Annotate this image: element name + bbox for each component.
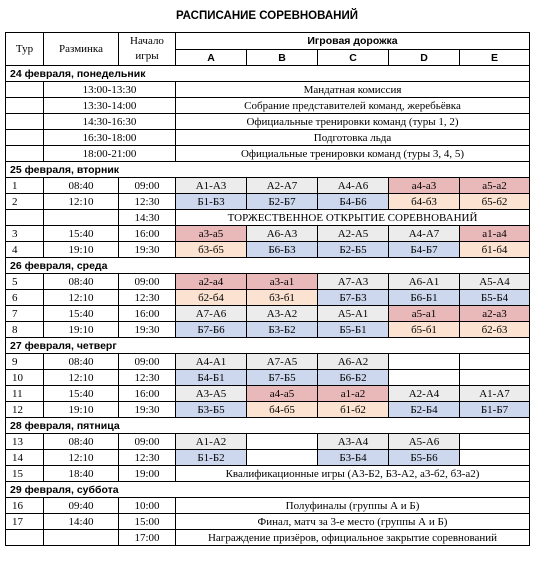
game-row xyxy=(6,178,530,194)
start-time: 15:00 xyxy=(119,514,176,530)
lane-c-game: Б5-Б1 xyxy=(318,322,389,338)
start-time: 10:00 xyxy=(119,498,176,514)
lane-c-game: Б7-Б3 xyxy=(318,290,389,306)
lane-c-game: А5-А1 xyxy=(318,306,389,322)
warmup-time: 08:40 xyxy=(44,354,119,370)
event-text: Квалификационные игры (А3-Б2, Б3-А2, а3-б2, б3-а2) xyxy=(176,466,530,482)
start-time: 19:30 xyxy=(119,402,176,418)
lane-d-game: Б2-Б4 xyxy=(389,402,460,418)
lane-d-game: б5-б1 xyxy=(389,322,460,338)
lane-d-game: Б5-Б6 xyxy=(389,450,460,466)
lane-c-game: А6-А2 xyxy=(318,354,389,370)
tour-number: 6 xyxy=(6,290,44,306)
lane-a-game: Б1-Б2 xyxy=(176,450,247,466)
lane-e-game xyxy=(460,354,530,370)
lane-b-game: а3-а1 xyxy=(247,274,318,290)
day-header: 28 февраля, пятница xyxy=(6,418,530,434)
tour-number: 4 xyxy=(6,242,44,258)
event-text: ТОРЖЕСТВЕННОЕ ОТКРЫТИЕ СОРЕВНОВАНИЙ xyxy=(176,210,530,226)
lane-d-game xyxy=(389,370,460,386)
warmup-time: 19:10 xyxy=(44,242,119,258)
start-time: 16:00 xyxy=(119,226,176,242)
lane-a-game: Б4-Б1 xyxy=(176,370,247,386)
tour-number: 5 xyxy=(6,274,44,290)
lane-b-game: Б7-Б5 xyxy=(247,370,318,386)
warmup-time: 08:40 xyxy=(44,434,119,450)
lane-b-game: б3-б1 xyxy=(247,290,318,306)
lane-d-game xyxy=(389,354,460,370)
game-row xyxy=(6,450,530,466)
event-text: Собрание представителей команд, жеребьёвка xyxy=(176,98,530,114)
tour-number: 15 xyxy=(6,466,44,482)
game-row xyxy=(6,434,530,450)
lane-e-game xyxy=(460,370,530,386)
lane-b-game: А3-А2 xyxy=(247,306,318,322)
lane-b-game: Б3-Б2 xyxy=(247,322,318,338)
lane-c-game: Б2-Б5 xyxy=(318,242,389,258)
start-time: 12:30 xyxy=(119,450,176,466)
lane-d-game: А6-А1 xyxy=(389,274,460,290)
header-lane-a: A xyxy=(176,50,247,66)
lane-d-game: А2-А4 xyxy=(389,386,460,402)
start-time: 14:30 xyxy=(119,210,176,226)
event-text: Полуфиналы (группы А и Б) xyxy=(176,498,530,514)
tour-number: 9 xyxy=(6,354,44,370)
event-text: Мандатная комиссия xyxy=(176,82,530,98)
header-start xyxy=(119,33,176,66)
warmup-time: 08:40 xyxy=(44,178,119,194)
lane-b-game: б4-б5 xyxy=(247,402,318,418)
game-row xyxy=(6,370,530,386)
lane-b-game: Б6-Б3 xyxy=(247,242,318,258)
warmup-time: 09:40 xyxy=(44,498,119,514)
tour-number: 1 xyxy=(6,178,44,194)
lane-c-game: Б4-Б6 xyxy=(318,194,389,210)
tour-number: 7 xyxy=(6,306,44,322)
event-row xyxy=(6,146,530,162)
start-time: 12:30 xyxy=(119,370,176,386)
warmup-time: 12:10 xyxy=(44,450,119,466)
warmup-time: 15:40 xyxy=(44,226,119,242)
lane-d-game: а4-а3 xyxy=(389,178,460,194)
game-row xyxy=(6,274,530,290)
schedule-table xyxy=(5,32,530,546)
tour-number: 17 xyxy=(6,514,44,530)
tour-number: 14 xyxy=(6,450,44,466)
warmup-time: 12:10 xyxy=(44,290,119,306)
lane-a-game: А1-А2 xyxy=(176,434,247,450)
game-row xyxy=(6,354,530,370)
event-row xyxy=(6,210,530,226)
event-time: 13:30-14:00 xyxy=(44,98,176,114)
lane-c-game: А4-А6 xyxy=(318,178,389,194)
warmup-time xyxy=(44,210,119,226)
start-time: 09:00 xyxy=(119,434,176,450)
lane-e-game: а2-а3 xyxy=(460,306,530,322)
start-time: 17:00 xyxy=(119,530,176,546)
lane-d-game: Б6-Б1 xyxy=(389,290,460,306)
event-time: 16:30-18:00 xyxy=(44,130,176,146)
event-row xyxy=(6,130,530,146)
lane-c-game: Б3-Б4 xyxy=(318,450,389,466)
warmup-time: 14:40 xyxy=(44,514,119,530)
event-row xyxy=(6,114,530,130)
lane-e-game xyxy=(460,450,530,466)
event-row xyxy=(6,466,530,482)
tour-number xyxy=(6,210,44,226)
warmup-time: 15:40 xyxy=(44,386,119,402)
start-time: 19:30 xyxy=(119,242,176,258)
lane-d-game: А4-А7 xyxy=(389,226,460,242)
lane-c-game: б1-б2 xyxy=(318,402,389,418)
lane-a-game: А3-А5 xyxy=(176,386,247,402)
tour-number: 8 xyxy=(6,322,44,338)
warmup-time: 19:10 xyxy=(44,322,119,338)
lane-a-game: а2-а4 xyxy=(176,274,247,290)
game-row xyxy=(6,194,530,210)
event-text: Награждение призёров, официальное закрытие соревнований xyxy=(176,530,530,546)
lane-e-game: б2-б3 xyxy=(460,322,530,338)
warmup-time: 12:10 xyxy=(44,370,119,386)
lane-d-game: б4-б3 xyxy=(389,194,460,210)
lane-a-game: Б3-Б5 xyxy=(176,402,247,418)
lane-b-game: а4-а5 xyxy=(247,386,318,402)
start-time: 12:30 xyxy=(119,194,176,210)
header-warmup: Разминка xyxy=(44,33,119,66)
event-row xyxy=(6,98,530,114)
start-time: 12:30 xyxy=(119,290,176,306)
header-lane-c: C xyxy=(318,50,389,66)
lane-e-game: а5-а2 xyxy=(460,178,530,194)
lane-a-game: б2-б4 xyxy=(176,290,247,306)
header-start-line1: Начало xyxy=(130,35,164,47)
warmup-time: 08:40 xyxy=(44,274,119,290)
game-row xyxy=(6,402,530,418)
event-text: Финал, матч за 3-е место (группы А и Б) xyxy=(176,514,530,530)
tour-number: 16 xyxy=(6,498,44,514)
event-row xyxy=(6,498,530,514)
day-header: 27 февраля, четверг xyxy=(6,338,530,354)
start-time: 16:00 xyxy=(119,386,176,402)
day-header: 25 февраля, вторник xyxy=(6,162,530,178)
lane-a-game: А1-А3 xyxy=(176,178,247,194)
header-lane-d: D xyxy=(389,50,460,66)
header-lanes: Игровая дорожка xyxy=(176,33,530,50)
game-row xyxy=(6,306,530,322)
event-row xyxy=(6,82,530,98)
start-time: 09:00 xyxy=(119,354,176,370)
warmup-time: 15:40 xyxy=(44,306,119,322)
game-row xyxy=(6,386,530,402)
lane-e-game: А5-А4 xyxy=(460,274,530,290)
lane-d-game: А5-А6 xyxy=(389,434,460,450)
lane-e-game: Б1-Б7 xyxy=(460,402,530,418)
day-header: 26 февраля, среда xyxy=(6,258,530,274)
lane-a-game: А4-А1 xyxy=(176,354,247,370)
start-time: 19:30 xyxy=(119,322,176,338)
start-time: 09:00 xyxy=(119,274,176,290)
tour-number xyxy=(6,530,44,546)
lane-b-game xyxy=(247,434,318,450)
game-row xyxy=(6,242,530,258)
event-text: Официальные тренировки команд (туры 3, 4, 5) xyxy=(176,146,530,162)
lane-e-game xyxy=(460,434,530,450)
lane-e-game: Б5-Б4 xyxy=(460,290,530,306)
lane-a-game: а3-а5 xyxy=(176,226,247,242)
tour-number: 3 xyxy=(6,226,44,242)
lane-a-game: Б1-Б3 xyxy=(176,194,247,210)
day-header: 29 февраля, суббота xyxy=(6,482,530,498)
lane-b-game: А6-А3 xyxy=(247,226,318,242)
lane-b-game: А2-А7 xyxy=(247,178,318,194)
warmup-time: 12:10 xyxy=(44,194,119,210)
event-text: Подготовка льда xyxy=(176,130,530,146)
start-time: 16:00 xyxy=(119,306,176,322)
lane-a-game: б3-б5 xyxy=(176,242,247,258)
game-row xyxy=(6,290,530,306)
event-time: 13:00-13:30 xyxy=(44,82,176,98)
start-time: 19:00 xyxy=(119,466,176,482)
tour-number: 13 xyxy=(6,434,44,450)
warmup-time xyxy=(44,530,119,546)
lane-c-game: Б6-Б2 xyxy=(318,370,389,386)
lane-d-game: Б4-Б7 xyxy=(389,242,460,258)
header-tour: Тур xyxy=(6,33,44,66)
tour-number: 10 xyxy=(6,370,44,386)
day-header: 24 февраля, понедельник xyxy=(6,66,530,82)
game-row xyxy=(6,226,530,242)
lane-e-game: б5-б2 xyxy=(460,194,530,210)
event-row xyxy=(6,514,530,530)
lane-a-game: Б7-Б6 xyxy=(176,322,247,338)
lane-a-game: А7-А6 xyxy=(176,306,247,322)
lane-b-game xyxy=(247,450,318,466)
lane-c-game: А2-А5 xyxy=(318,226,389,242)
lane-c-game: А7-А3 xyxy=(318,274,389,290)
warmup-time: 18:40 xyxy=(44,466,119,482)
start-time: 09:00 xyxy=(119,178,176,194)
event-time: 18:00-21:00 xyxy=(44,146,176,162)
event-time: 14:30-16:30 xyxy=(44,114,176,130)
tour-number: 12 xyxy=(6,402,44,418)
lane-d-game: а5-а1 xyxy=(389,306,460,322)
tour-number: 11 xyxy=(6,386,44,402)
tour-number: 2 xyxy=(6,194,44,210)
lane-b-game: Б2-Б7 xyxy=(247,194,318,210)
lane-b-game: А7-А5 xyxy=(247,354,318,370)
game-row xyxy=(6,322,530,338)
lane-e-game: а1-а4 xyxy=(460,226,530,242)
header-start-line2: игры xyxy=(135,50,159,62)
event-row xyxy=(6,530,530,546)
page-title: РАСПИСАНИЕ СОРЕВНОВАНИЙ xyxy=(175,10,358,22)
event-text: Официальные тренировки команд (туры 1, 2) xyxy=(176,114,530,130)
header-lane-b: B xyxy=(247,50,318,66)
lane-e-game: А1-А7 xyxy=(460,386,530,402)
lane-c-game: а1-а2 xyxy=(318,386,389,402)
lane-e-game: б1-б4 xyxy=(460,242,530,258)
lane-c-game: А3-А4 xyxy=(318,434,389,450)
warmup-time: 19:10 xyxy=(44,402,119,418)
header-lane-e: E xyxy=(460,50,530,66)
